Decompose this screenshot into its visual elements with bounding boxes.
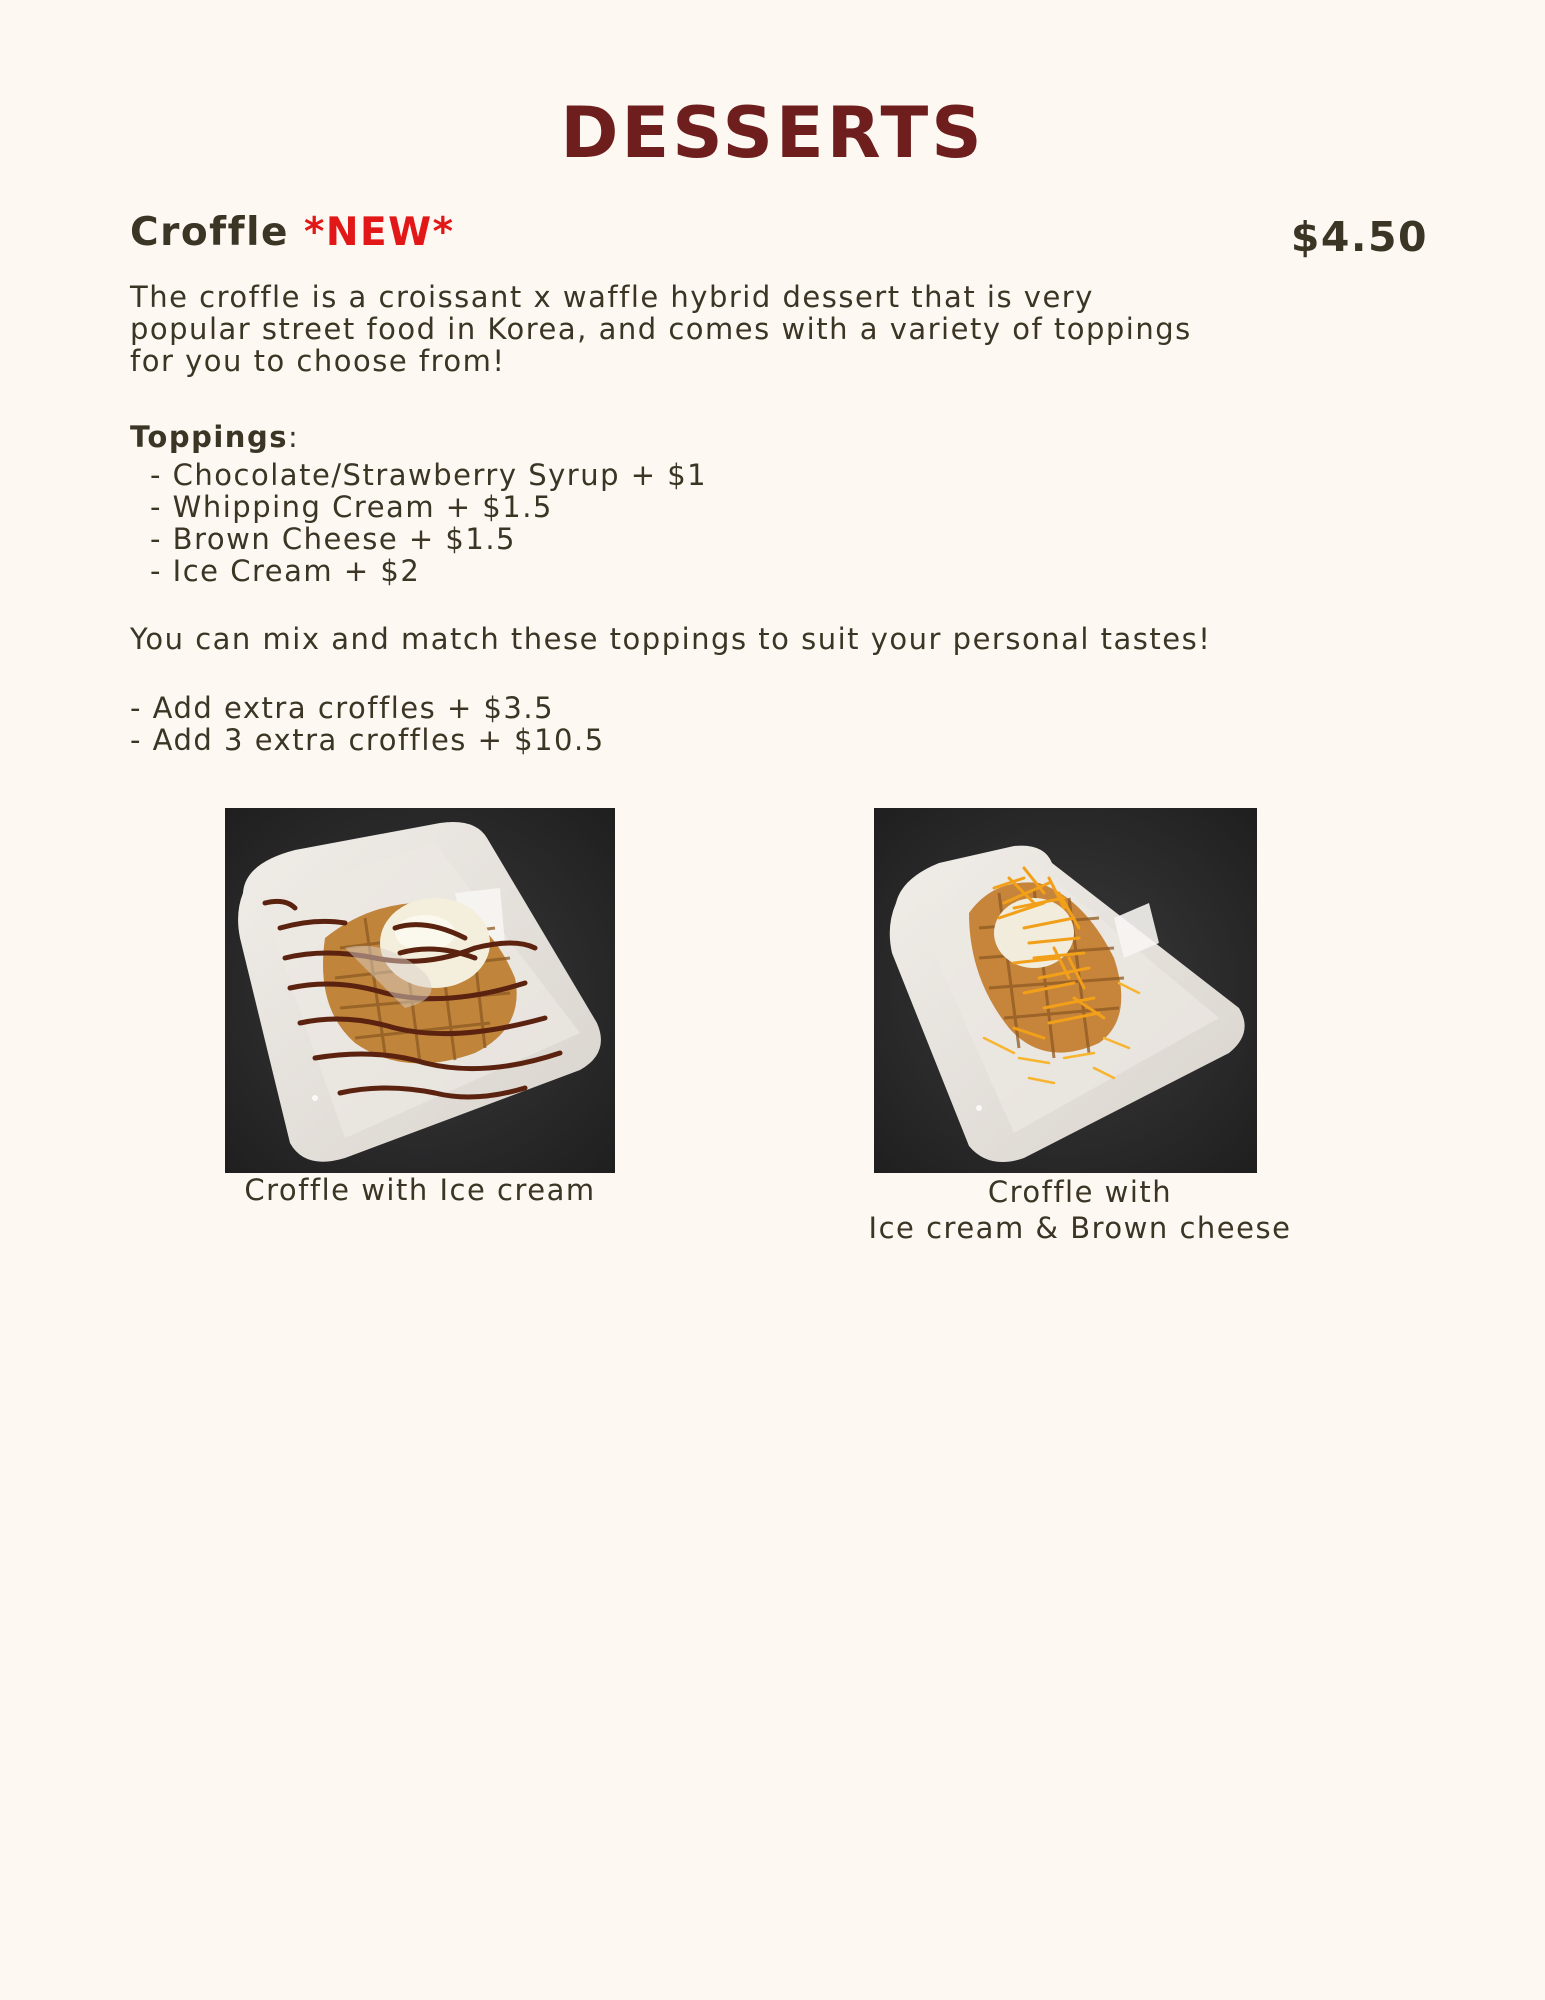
item-description: The croffle is a croissant x waffle hybrid dessert that is very popular street food in Korea, and comes with a variety of toppings for you to choose from! — [130, 280, 1192, 378]
croffle-ice-cream-photo — [225, 808, 615, 1173]
new-badge: *NEW* — [303, 210, 455, 255]
topping-item: - Brown Cheese + $1.5 — [150, 522, 516, 556]
extra-item: - Add extra croffles + $3.5 — [130, 691, 555, 725]
photo-caption — [860, 1174, 1300, 1246]
toppings-label: Toppings — [130, 420, 288, 454]
menu-item-header — [130, 210, 1428, 266]
caption-line: Ice cream & Brown cheese — [868, 1211, 1292, 1245]
topping-item: - Chocolate/Strawberry Syrup + $1 — [150, 458, 708, 492]
croffle-brown-cheese-photo — [874, 808, 1257, 1173]
caption-line: Croffle with Ice cream — [244, 1173, 596, 1207]
topping-item: - Whipping Cream + $1.5 — [150, 490, 553, 524]
extra-item: - Add 3 extra croffles + $10.5 — [130, 723, 605, 757]
photo-caption — [200, 1172, 640, 1208]
extras-list — [130, 692, 1230, 756]
mix-note: You can mix and match these toppings to suit your personal tastes! — [130, 622, 1212, 656]
toppings-list — [130, 459, 1250, 587]
item-name — [130, 210, 455, 255]
item-name-text: Croffle — [130, 210, 289, 255]
caption-line: Croffle with — [987, 1175, 1173, 1209]
item-price: $4.50 — [1290, 213, 1428, 261]
toppings-heading — [130, 421, 1230, 453]
topping-item: - Ice Cream + $2 — [150, 554, 421, 588]
toppings-colon: : — [287, 420, 300, 454]
page-title: DESSERTS — [560, 92, 985, 174]
